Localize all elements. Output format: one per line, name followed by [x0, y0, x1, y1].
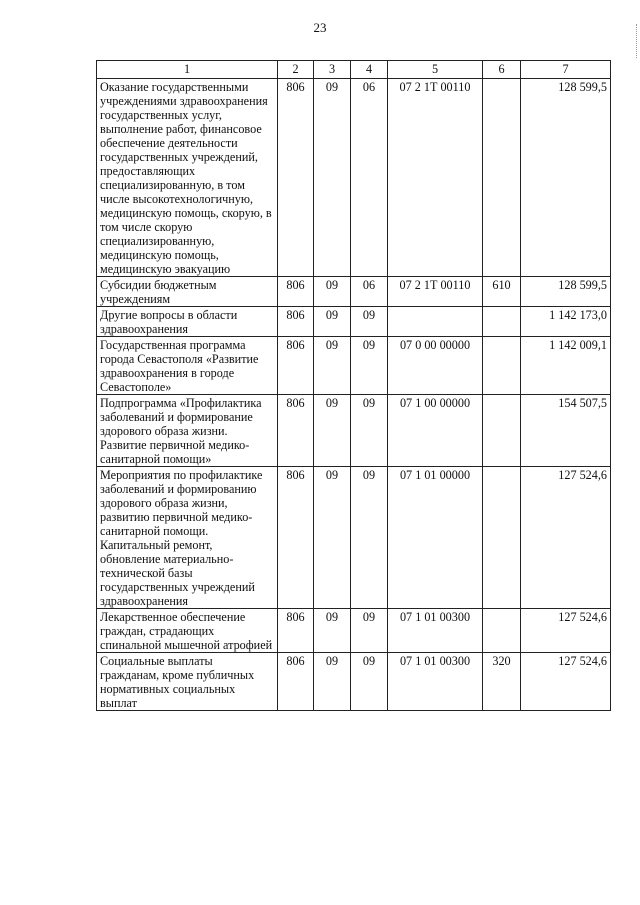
column-header: 4: [351, 61, 388, 79]
row-expense-type: [483, 395, 521, 467]
row-amount: 128 599,5: [521, 277, 611, 307]
row-subsection-code: 06: [351, 277, 388, 307]
row-department-code: 806: [278, 307, 314, 337]
page-number: 23: [313, 20, 327, 35]
row-target-article: 07 1 00 00000: [388, 395, 483, 467]
row-department-code: 806: [278, 337, 314, 395]
row-section-code: 09: [314, 395, 351, 467]
row-department-code: 806: [278, 79, 314, 277]
row-expense-type: [483, 609, 521, 653]
row-subsection-code: 09: [351, 307, 388, 337]
row-department-code: 806: [278, 467, 314, 609]
row-section-code: 09: [314, 609, 351, 653]
row-subsection-code: 09: [351, 395, 388, 467]
row-amount: 154 507,5: [521, 395, 611, 467]
budget-table: [96, 60, 611, 711]
row-amount: 1 142 173,0: [521, 307, 611, 337]
row-name: Мероприятия по профилактике заболеваний и формированию здорового образа жизни, развитию первичной медико-санитарной помощи. Капитальный ремонт, обновление материально-технической базы государственных учреждений здравоохранения: [97, 467, 278, 609]
row-section-code: 09: [314, 79, 351, 277]
row-name: Другие вопросы в области здравоохранения: [97, 307, 278, 337]
row-section-code: 09: [314, 467, 351, 609]
table-row: [97, 395, 611, 467]
table-row: [97, 653, 611, 711]
row-target-article: 07 0 00 00000: [388, 337, 483, 395]
table-row: [97, 79, 611, 277]
table-row: [97, 609, 611, 653]
row-amount: 127 524,6: [521, 467, 611, 609]
row-amount: 127 524,6: [521, 653, 611, 711]
table-row: [97, 277, 611, 307]
table-row: [97, 337, 611, 395]
row-section-code: 09: [314, 277, 351, 307]
row-subsection-code: 09: [351, 609, 388, 653]
row-amount: 1 142 009,1: [521, 337, 611, 395]
column-header: 1: [97, 61, 278, 79]
row-target-article: 07 1 01 00300: [388, 653, 483, 711]
row-section-code: 09: [314, 307, 351, 337]
row-name: Государственная программа города Севастополя «Развитие здравоохранения в городе Севастополе»: [97, 337, 278, 395]
row-subsection-code: 06: [351, 79, 388, 277]
scan-edge-mark: [632, 24, 637, 58]
column-header: 2: [278, 61, 314, 79]
row-expense-type: [483, 467, 521, 609]
row-expense-type: 610: [483, 277, 521, 307]
row-name: Лекарственное обеспечение граждан, страдающих спинальной мышечной атрофией: [97, 609, 278, 653]
row-section-code: 09: [314, 653, 351, 711]
row-amount: 128 599,5: [521, 79, 611, 277]
row-department-code: 806: [278, 395, 314, 467]
row-expense-type: [483, 307, 521, 337]
row-subsection-code: 09: [351, 337, 388, 395]
row-target-article: [388, 307, 483, 337]
table-row: [97, 307, 611, 337]
row-department-code: 806: [278, 653, 314, 711]
row-department-code: 806: [278, 609, 314, 653]
row-section-code: 09: [314, 337, 351, 395]
table-row: [97, 467, 611, 609]
row-target-article: 07 2 1Т 00110: [388, 277, 483, 307]
row-target-article: 07 2 1Т 00110: [388, 79, 483, 277]
row-target-article: 07 1 01 00000: [388, 467, 483, 609]
row-name: Подпрограмма «Профилактика заболеваний и формирование здорового образа жизни. Развитие первичной медико-санитарной помощи»: [97, 395, 278, 467]
row-amount: 127 524,6: [521, 609, 611, 653]
column-header: 6: [483, 61, 521, 79]
row-name: Социальные выплаты гражданам, кроме публичных нормативных социальных выплат: [97, 653, 278, 711]
header-row: [97, 61, 611, 79]
row-expense-type: [483, 337, 521, 395]
column-header: 3: [314, 61, 351, 79]
column-header: 5: [388, 61, 483, 79]
row-expense-type: [483, 79, 521, 277]
row-name: Субсидии бюджетным учреждениям: [97, 277, 278, 307]
row-expense-type: 320: [483, 653, 521, 711]
row-subsection-code: 09: [351, 653, 388, 711]
row-target-article: 07 1 01 00300: [388, 609, 483, 653]
row-subsection-code: 09: [351, 467, 388, 609]
row-department-code: 806: [278, 277, 314, 307]
row-name: Оказание государственными учреждениями здравоохранения государственных услуг, выполнение работ, финансовое обеспечение деятельности государственных учреждений, предоставляющих специализированную, в том числе высокотехнологичную, медицинскую помощь, скорую, в том числе скорую специализированную, медицинскую помощь, медицинскую эвакуацию: [97, 79, 278, 277]
column-header: 7: [521, 61, 611, 79]
